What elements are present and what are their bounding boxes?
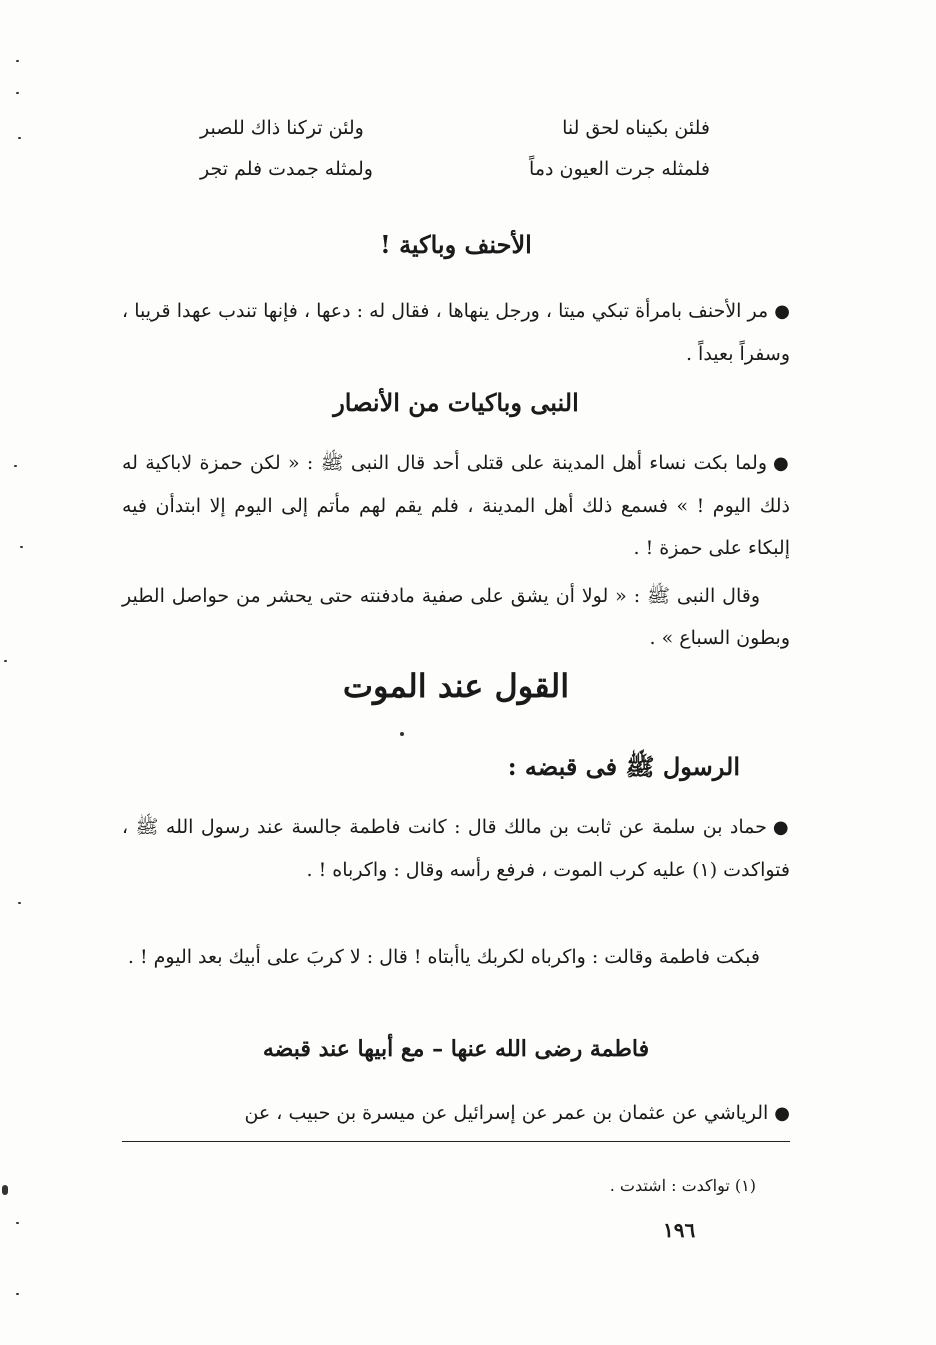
scan-speck [16, 1293, 19, 1295]
section-heading [122, 752, 740, 787]
page-number: ١٩٦ [663, 1218, 696, 1242]
paragraph [122, 806, 790, 891]
paragraph-text: مر الأحنف بامرأة تبكي ميتا ، ورجل ينهاها ، فقال له : دعها ، فإنها تندب عهدا قريبا ، وسفراً بعيداً . [122, 300, 790, 365]
verse-hemistich: ولئن تركنا ذاك للصبر [200, 117, 364, 139]
bullet-icon: ● [774, 1103, 790, 1124]
bullet-icon: ● [772, 817, 790, 838]
section-heading: النبى وباكيات من الأنصار [333, 388, 579, 417]
paragraph-text: حماد بن سلمة عن ثابت بن مالك قال : كانت فاطمة جالسة عند رسول الله ﷺ ، فتواكدت (١) عليه كرب الموت ، فرفع رأسه وقال : واكرباه ! . [122, 816, 790, 881]
section-heading-text: الرسول ﷺ فى قبضه : [507, 752, 740, 781]
bullet-icon: ● [774, 301, 790, 322]
paragraph [122, 442, 790, 569]
paragraph [122, 1092, 790, 1135]
paragraph-text: ولما بكت نساء أهل المدينة على قتلى أحد قال النبى ﷺ : « لكن حمزة لاباكية له ذلك اليوم ! » فسمع ذلك أهل المدينة ، فلم يقم لهم مأتم إلى اليوم إلا ابتدأن فيه إلبكاء على حمزة ! . [122, 452, 790, 559]
scan-speck [18, 902, 21, 904]
paragraph [122, 290, 790, 375]
scan-speck [16, 1222, 19, 1224]
scan-speck [400, 732, 404, 736]
verse-hemistich: فلمثله جرت العيون دماً [529, 158, 710, 180]
footnote: (١) تواكدت : اشتدت . [609, 1176, 756, 1195]
scan-speck [20, 546, 23, 548]
scan-speck [14, 465, 17, 467]
paragraph-text: وقال النبى ﷺ : « لولا أن يشق على صفية مادفنته حتى يحشر من حواصل الطير وبطون السباع » . [122, 585, 790, 649]
paragraph [122, 575, 790, 659]
section-heading: فاطمة رضى الله عنها – مع أبيها عند قبضه [262, 1036, 650, 1062]
chapter-title: القول عند الموت [342, 667, 570, 705]
scan-speck [2, 1185, 8, 1195]
bullet-icon: ● [773, 453, 790, 474]
paragraph-text: فبكت فاطمة وقالت : واكرباه لكربك ياأبتاه ! قال : لا كربَ على أبيك بعد اليوم ! . [127, 946, 760, 968]
verse-hemistich: فلئن بكيناه لحق لنا [562, 117, 710, 139]
scan-speck [16, 60, 19, 62]
paragraph [122, 936, 790, 978]
scan-speck [4, 660, 7, 662]
scan-speck [16, 92, 19, 94]
scan-speck [18, 137, 21, 139]
verse-hemistich: ولمثله جمدت فلم تجر [200, 158, 373, 180]
paragraph-text: الرياشي عن عثمان بن عمر عن إسرائيل عن ميسرة بن حبيب ، عن [244, 1102, 769, 1124]
section-heading: الأحنف وباكية ! [380, 230, 532, 259]
footnote-divider [122, 1141, 790, 1142]
